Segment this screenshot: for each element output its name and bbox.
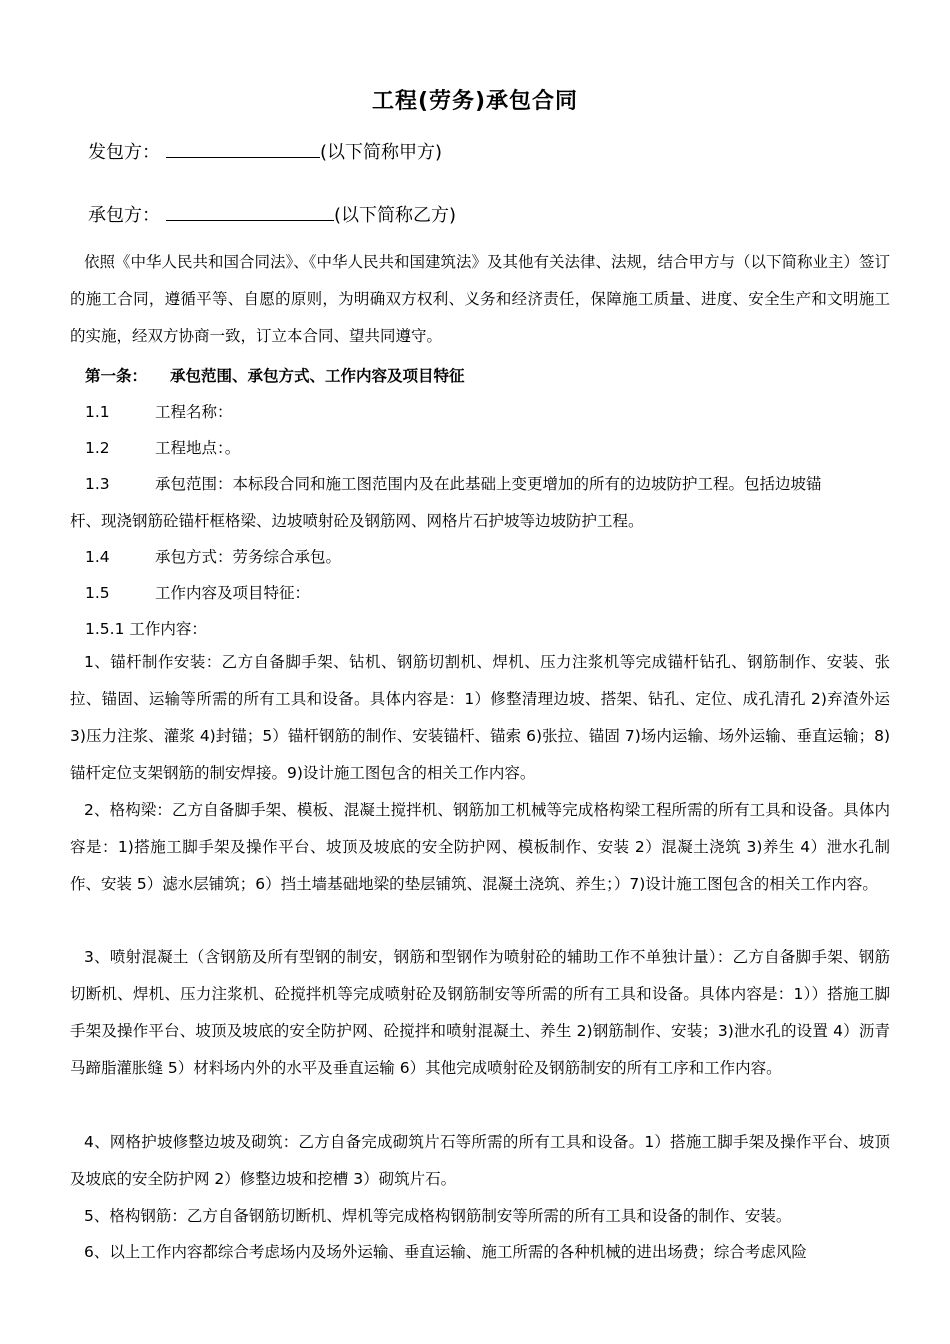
work-item-2: 2、格构梁：乙方自备脚手架、模板、混凝土搅拌机、钢筋加工机械等完成格构梁工程所需的所有工具和设备。具体内容是：1)搭施工脚手架及操作平台、坡顶及坡底的安全防护网、模板制作、安装 2）混凝土浇筑 3)养生 4）泄水孔制作、安装 5）滤水层铺筑；6）挡土墙基础地梁的垫层铺筑、混凝土浇筑、养生；）7)设计施工图包含的相关工作内容。 [70, 801, 890, 893]
item-1-2 [85, 436, 240, 458]
employer-line [88, 138, 442, 164]
item-text: 工程地点：。 [155, 439, 241, 457]
contractor-label: 承包方： [88, 205, 160, 226]
contractor-line [88, 201, 456, 227]
item-number: 1.2 [85, 439, 110, 457]
article-1-title: 承包范围、承包方式、工作内容及项目特征 [170, 367, 465, 385]
employer-suffix: (以下简称甲方) [320, 142, 443, 163]
item-text: 承包方式：劳务综合承包。 [155, 548, 342, 566]
item-text: 工作内容及项目特征： [155, 584, 311, 602]
work-item-5: 5、格构钢筋：乙方自备钢筋切断机、焊机等完成格构钢筋制安等所需的所有工具和设备的制作、安装。 [84, 1207, 792, 1225]
document-title: 工程(劳务)承包合同 [371, 89, 579, 114]
employer-blank[interactable] [166, 139, 320, 158]
preamble-paragraph: 依照《中华人民共和国合同法》、《中华人民共和国建筑法》及其他有关法律、法规，结合甲方与（以下简称业主）签订的施工合同，遵循平等、自愿的原则，为明确双方权利、义务和经济责任，保障施工质量、进度、安全生产和文明施工的实施，经双方协商一致，订立本合同、望共同遵守。 [70, 253, 891, 345]
item-1-4 [85, 545, 341, 567]
work-item-4: 4、网格护坡修整边坡及砌筑：乙方自备完成砌筑片石等所需的所有工具和设备。1）搭施工脚手架及操作平台、坡顶及坡底的安全防护网 2）修整边坡和挖槽 3）砌筑片石。 [70, 1133, 890, 1188]
work-item-1: 1、锚杆制作安装：乙方自备脚手架、钻机、钢筋切割机、焊机、压力注浆机等完成锚杆钻孔、钢筋制作、安装、张拉、锚固、运输等所需的所有工具和设备。具体内容是：1）修整清理边坡、搭架、钻孔、定位、成孔清孔 2)弃渣外运 3)压力注浆、灌浆 4)封锚；5）锚杆钢筋的制作、安装锚杆、锚索 6)张拉、锚固 7)场内运输、场外运输、垂直运输；8)锚杆定位支架钢筋的制安焊接。9)设计施工图包含的相关工作内容。 [70, 653, 890, 782]
item-1-3 [85, 472, 822, 494]
item-number: 1.1 [85, 403, 110, 421]
article-1-label: 第一条： [85, 367, 148, 385]
item-1-5 [85, 581, 310, 603]
item-number: 1.5 [85, 584, 110, 602]
work-item-6: 6、以上工作内容都综合考虑场内及场外运输、垂直运输、施工所需的各种机械的进出场费；综合考虑风险 [84, 1243, 807, 1261]
work-item-3: 3、喷射混凝土（含钢筋及所有型钢的制安，钢筋和型钢作为喷射砼的辅助工作不单独计量）：乙方自备脚手架、钢筋切断机、焊机、压力注浆机、砼搅拌机等完成喷射砼及钢筋制安等所需的所有工具和设备。具体内容是：1））搭施工脚手架及操作平台、坡顶及坡底的安全防护网、砼搅拌和喷射混凝土、养生 2)钢筋制作、安装；3)泄水孔的设置 4）沥青马蹄脂灌胀缝 5）材料场内外的水平及垂直运输 6）其他完成喷射砼及钢筋制安的所有工序和工作内容。 [70, 948, 890, 1077]
item-text: 承包范围：本标段合同和施工图范围内及在此基础上变更增加的所有的边坡防护工程。包括边坡锚 [155, 475, 822, 493]
item-text: 工程名称： [155, 403, 233, 421]
item-1-3-continuation: 杆、现浇钢筋砼锚杆框格梁、边坡喷射砼及钢筋网、网格片石护坡等边坡防护工程。 [70, 512, 644, 530]
item-number: 1.3 [85, 475, 110, 493]
employer-label: 发包方： [88, 142, 160, 163]
item-1-1 [85, 400, 233, 422]
contractor-blank[interactable] [166, 202, 334, 221]
contractor-suffix: (以下简称乙方) [334, 205, 457, 226]
item-number: 1.4 [85, 548, 110, 566]
article-1-heading [85, 364, 465, 386]
subsection-1-5-1: 1.5.1 工作内容： [85, 620, 207, 638]
